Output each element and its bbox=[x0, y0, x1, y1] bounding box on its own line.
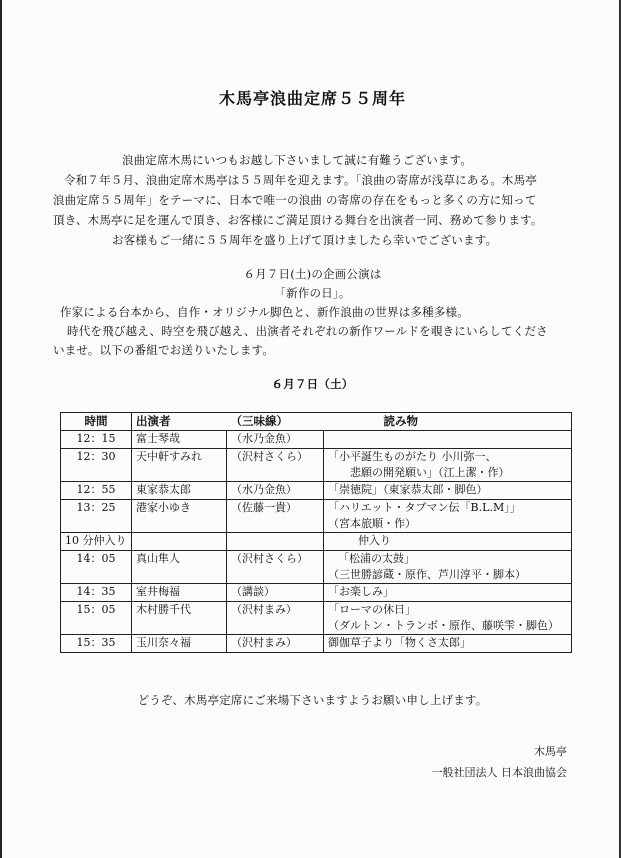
row-work-text: 「お楽しみ」 bbox=[328, 585, 394, 598]
row-shamisen: （沢村さくら） bbox=[227, 551, 324, 584]
page-title: 木馬亭浪曲定席５５周年 bbox=[218, 89, 406, 108]
table-row bbox=[61, 449, 572, 482]
header-time: 時間 bbox=[61, 413, 132, 431]
row-work-text: 「小平誕生ものがたり 小川弥一、 bbox=[328, 450, 497, 463]
event-line-5: いませ。以下の番組でお送りいたします。 bbox=[53, 343, 275, 357]
row-performer: 港家小ゆき bbox=[132, 500, 227, 533]
date-heading: ６月７日（土） bbox=[271, 377, 354, 391]
row-time: 15：05 bbox=[61, 602, 132, 635]
row-shamisen: （沢村さくら） bbox=[227, 449, 324, 482]
table-row bbox=[61, 584, 572, 602]
row-work-text: 御伽草子より「物くさ太郎」 bbox=[328, 636, 471, 649]
table-header-row bbox=[61, 413, 572, 431]
table-row bbox=[61, 500, 572, 533]
event-line-4: 時代を飛び越え、時空を飛び越え、出演者それぞれの新作ワールドを覗きにいらしてくださ bbox=[67, 324, 548, 338]
intro-line-2: 令和７年５月、浪曲定席木馬亭は５５周年を迎えます。「浪曲の寄席が浅草にある。木馬亭 bbox=[64, 173, 538, 187]
table-row bbox=[61, 431, 572, 449]
row-performer: 室井梅福 bbox=[132, 584, 227, 602]
row-time: 13：25 bbox=[61, 500, 132, 533]
row-work bbox=[324, 602, 572, 635]
table-row bbox=[61, 482, 572, 500]
row-work-text: 「ローマの休日」 bbox=[328, 603, 416, 616]
row-performer: 天中軒すみれ bbox=[132, 449, 227, 482]
row-work bbox=[324, 551, 572, 584]
row-performer: 玉川奈々福 bbox=[132, 635, 227, 653]
row-work bbox=[324, 482, 572, 500]
row-work bbox=[324, 533, 572, 551]
event-line-3: 作家による台本から、自作・オリジナル脚色と、新作浪曲の世界は多種多様。 bbox=[60, 305, 469, 319]
row-shamisen: （水乃金魚） bbox=[227, 431, 324, 449]
row-shamisen bbox=[227, 533, 324, 551]
row-work-text-2: （ダルトン・トランボ・原作、藤咲雫・脚色） bbox=[328, 619, 559, 632]
signature-venue: 木馬亭 bbox=[534, 745, 567, 758]
intro-line-3: 浪曲定席５５周年」をテーマに、日本で唯一の浪曲 の寄席の存在をもっと多くの方に知って bbox=[53, 193, 537, 207]
row-time: 15：35 bbox=[61, 635, 132, 653]
row-shamisen: （講談） bbox=[227, 584, 324, 602]
row-work-text: 「松浦の太鼓」 bbox=[338, 552, 415, 565]
row-shamisen: （佐藤一貴） bbox=[227, 500, 324, 533]
row-shamisen: （沢村まみ） bbox=[227, 635, 324, 653]
row-performer: 東家恭太郎 bbox=[132, 482, 227, 500]
row-work-text-2: 悲願の開発願い」（江上潔・作） bbox=[350, 466, 510, 479]
header-work: 読み物 bbox=[324, 413, 572, 431]
event-line-1: ６月７日(土)の企画公演は bbox=[243, 267, 382, 281]
row-work-text-2: （三世勝諺蔵・原作、芦川淳平・脚本） bbox=[328, 568, 526, 581]
row-time: 10 分仲入り bbox=[61, 533, 132, 551]
signature-organization: 一般社団法人 日本浪曲協会 bbox=[431, 766, 567, 779]
row-work-text-2: （宮本旅順・作） bbox=[328, 517, 416, 530]
header-shamisen: （三味線） bbox=[227, 413, 324, 431]
intro-line-4: 頂き、木馬亭に足を運んで頂き、お客様にご満足頂ける舞台を出演者一同、務めて参ります。 bbox=[53, 213, 543, 227]
row-work-text: 「崇徳院」（東家恭太郎・脚色） bbox=[328, 483, 488, 496]
row-performer: 木村勝千代 bbox=[132, 602, 227, 635]
row-performer bbox=[132, 533, 227, 551]
row-work bbox=[324, 500, 572, 533]
row-time: 12：30 bbox=[61, 449, 132, 482]
header-performer: 出演者 bbox=[132, 413, 227, 431]
row-time: 12：15 bbox=[61, 431, 132, 449]
row-performer: 富士琴哉 bbox=[132, 431, 227, 449]
row-shamisen: （沢村まみ） bbox=[227, 602, 324, 635]
row-time: 14：35 bbox=[61, 584, 132, 602]
table-row bbox=[61, 635, 572, 653]
intro-line-1: 浪曲定席木馬にいつもお越し下さいまして誠に有難うございます。 bbox=[122, 153, 473, 167]
row-work bbox=[324, 635, 572, 653]
intro-line-5: お客様もご一緒に５５周年を盛り上げて頂けましたら幸いでございます。 bbox=[112, 233, 498, 247]
row-work-text: 仲入り bbox=[358, 534, 391, 547]
row-time: 12：55 bbox=[61, 482, 132, 500]
table-row bbox=[61, 551, 572, 584]
row-performer: 真山隼人 bbox=[132, 551, 227, 584]
row-work bbox=[324, 431, 572, 449]
event-line-2: 「新作の日」。 bbox=[274, 286, 351, 300]
row-work bbox=[324, 449, 572, 482]
closing-line: どうぞ、木馬亭定席にご来場下さいますようお願い申し上げます。 bbox=[137, 693, 488, 707]
program-table bbox=[60, 412, 572, 653]
table-row-intermission bbox=[61, 533, 572, 551]
table-row bbox=[61, 602, 572, 635]
row-work bbox=[324, 584, 572, 602]
row-shamisen: （水乃金魚） bbox=[227, 482, 324, 500]
row-work-text: 「ハリエット・タブマン伝「B.L.M」」 bbox=[328, 501, 521, 514]
row-time: 14：05 bbox=[61, 551, 132, 584]
